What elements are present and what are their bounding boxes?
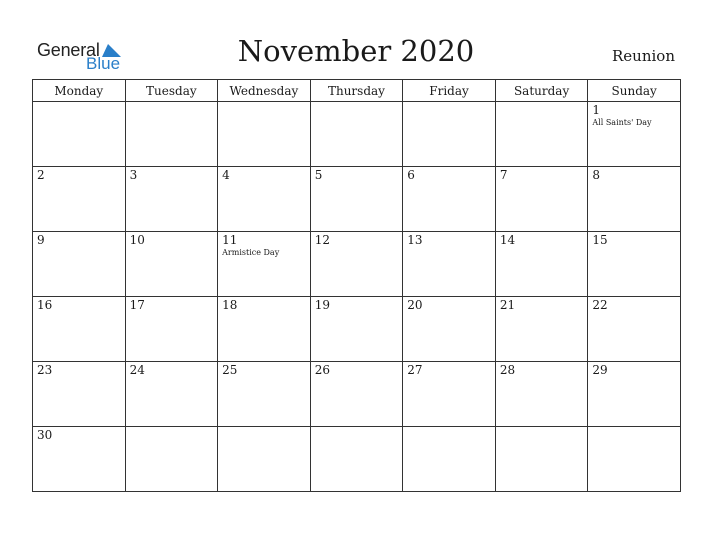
week-row [33, 297, 681, 362]
day-number: 22 [592, 298, 608, 312]
day-number [218, 102, 310, 104]
day-cell [125, 297, 218, 362]
day-number: 23 [37, 363, 53, 377]
day-cell [495, 362, 588, 427]
day-cell [125, 427, 218, 492]
day-cell [33, 167, 126, 232]
day-cell [495, 102, 588, 167]
day-cell [403, 232, 496, 297]
day-number: 24 [129, 363, 145, 377]
week-row [33, 362, 681, 427]
day-number [33, 102, 125, 104]
day-number [311, 427, 403, 429]
day-number: 9 [37, 233, 45, 247]
day-number: 17 [129, 298, 145, 312]
day-cell [218, 232, 311, 297]
day-number: 18 [222, 298, 238, 312]
day-cell [495, 427, 588, 492]
logo-text-general: General [37, 40, 100, 60]
day-number: 20 [407, 298, 423, 312]
day-cell [218, 297, 311, 362]
calendar-grid [32, 79, 681, 492]
day-cell [125, 167, 218, 232]
day-number [403, 102, 495, 104]
day-cell [33, 362, 126, 427]
day-number [588, 427, 680, 429]
region-label: Reunion [612, 47, 675, 65]
day-cell [310, 167, 403, 232]
day-number: 11 [222, 233, 238, 247]
day-number [126, 427, 218, 429]
day-cell [588, 297, 681, 362]
day-cell [588, 102, 681, 167]
day-number: 13 [407, 233, 423, 247]
day-cell [403, 362, 496, 427]
day-number [403, 427, 495, 429]
day-number: 29 [592, 363, 608, 377]
day-number: 7 [499, 168, 508, 182]
day-number: 5 [314, 168, 323, 182]
day-cell [588, 232, 681, 297]
day-number: 27 [407, 363, 423, 377]
day-number: 28 [499, 363, 516, 377]
day-cell [218, 167, 311, 232]
day-number: 4 [222, 168, 230, 182]
day-number: 25 [222, 363, 238, 377]
day-cell [33, 297, 126, 362]
weekday-header: Tuesday [125, 80, 218, 102]
day-number: 2 [37, 168, 45, 182]
day-cell [588, 427, 681, 492]
day-cell [403, 167, 496, 232]
day-cell [33, 102, 126, 167]
day-number: 15 [592, 233, 608, 247]
day-number: 14 [499, 233, 516, 247]
day-number [126, 102, 218, 104]
day-cell [403, 297, 496, 362]
weekday-header: Saturday [495, 80, 588, 102]
day-number [218, 427, 310, 429]
day-cell [310, 232, 403, 297]
day-cell [125, 232, 218, 297]
day-cell [310, 362, 403, 427]
day-cell [218, 427, 311, 492]
day-cell [310, 427, 403, 492]
day-number: 12 [314, 233, 330, 247]
weekday-header: Friday [403, 80, 496, 102]
day-number: 26 [314, 363, 330, 377]
holiday-label: Armistice Day [222, 248, 280, 257]
day-number: 19 [314, 298, 330, 312]
day-cell [33, 232, 126, 297]
weekday-header-row [33, 80, 681, 102]
day-number: 10 [129, 233, 145, 247]
day-cell [310, 102, 403, 167]
day-cell [403, 102, 496, 167]
day-number: 3 [129, 168, 138, 182]
week-row [33, 427, 681, 492]
day-cell [588, 167, 681, 232]
week-row [33, 102, 681, 167]
day-number: 21 [499, 298, 516, 312]
day-cell [495, 232, 588, 297]
day-cell [495, 297, 588, 362]
holiday-label: All Saints' Day [592, 118, 652, 127]
day-cell [33, 427, 126, 492]
weekday-header: Sunday [588, 80, 681, 102]
day-number: 6 [407, 168, 415, 182]
calendar-title: November 2020 [237, 34, 475, 68]
week-row [33, 167, 681, 232]
day-number: 8 [592, 168, 601, 182]
day-number: 30 [37, 428, 53, 442]
day-cell [588, 362, 681, 427]
day-cell [310, 297, 403, 362]
day-number [311, 102, 403, 104]
day-number [496, 102, 588, 104]
weekday-header: Wednesday [218, 80, 311, 102]
week-row [33, 232, 681, 297]
day-cell [495, 167, 588, 232]
day-cell [218, 362, 311, 427]
day-number: 16 [37, 298, 53, 312]
day-cell [403, 427, 496, 492]
day-cell [218, 102, 311, 167]
weekday-header: Monday [33, 80, 126, 102]
day-cell [125, 102, 218, 167]
weekday-header: Thursday [310, 80, 403, 102]
logo-text-blue: Blue [86, 54, 121, 73]
day-number: 1 [592, 103, 601, 117]
day-number [496, 427, 588, 429]
day-cell [125, 362, 218, 427]
